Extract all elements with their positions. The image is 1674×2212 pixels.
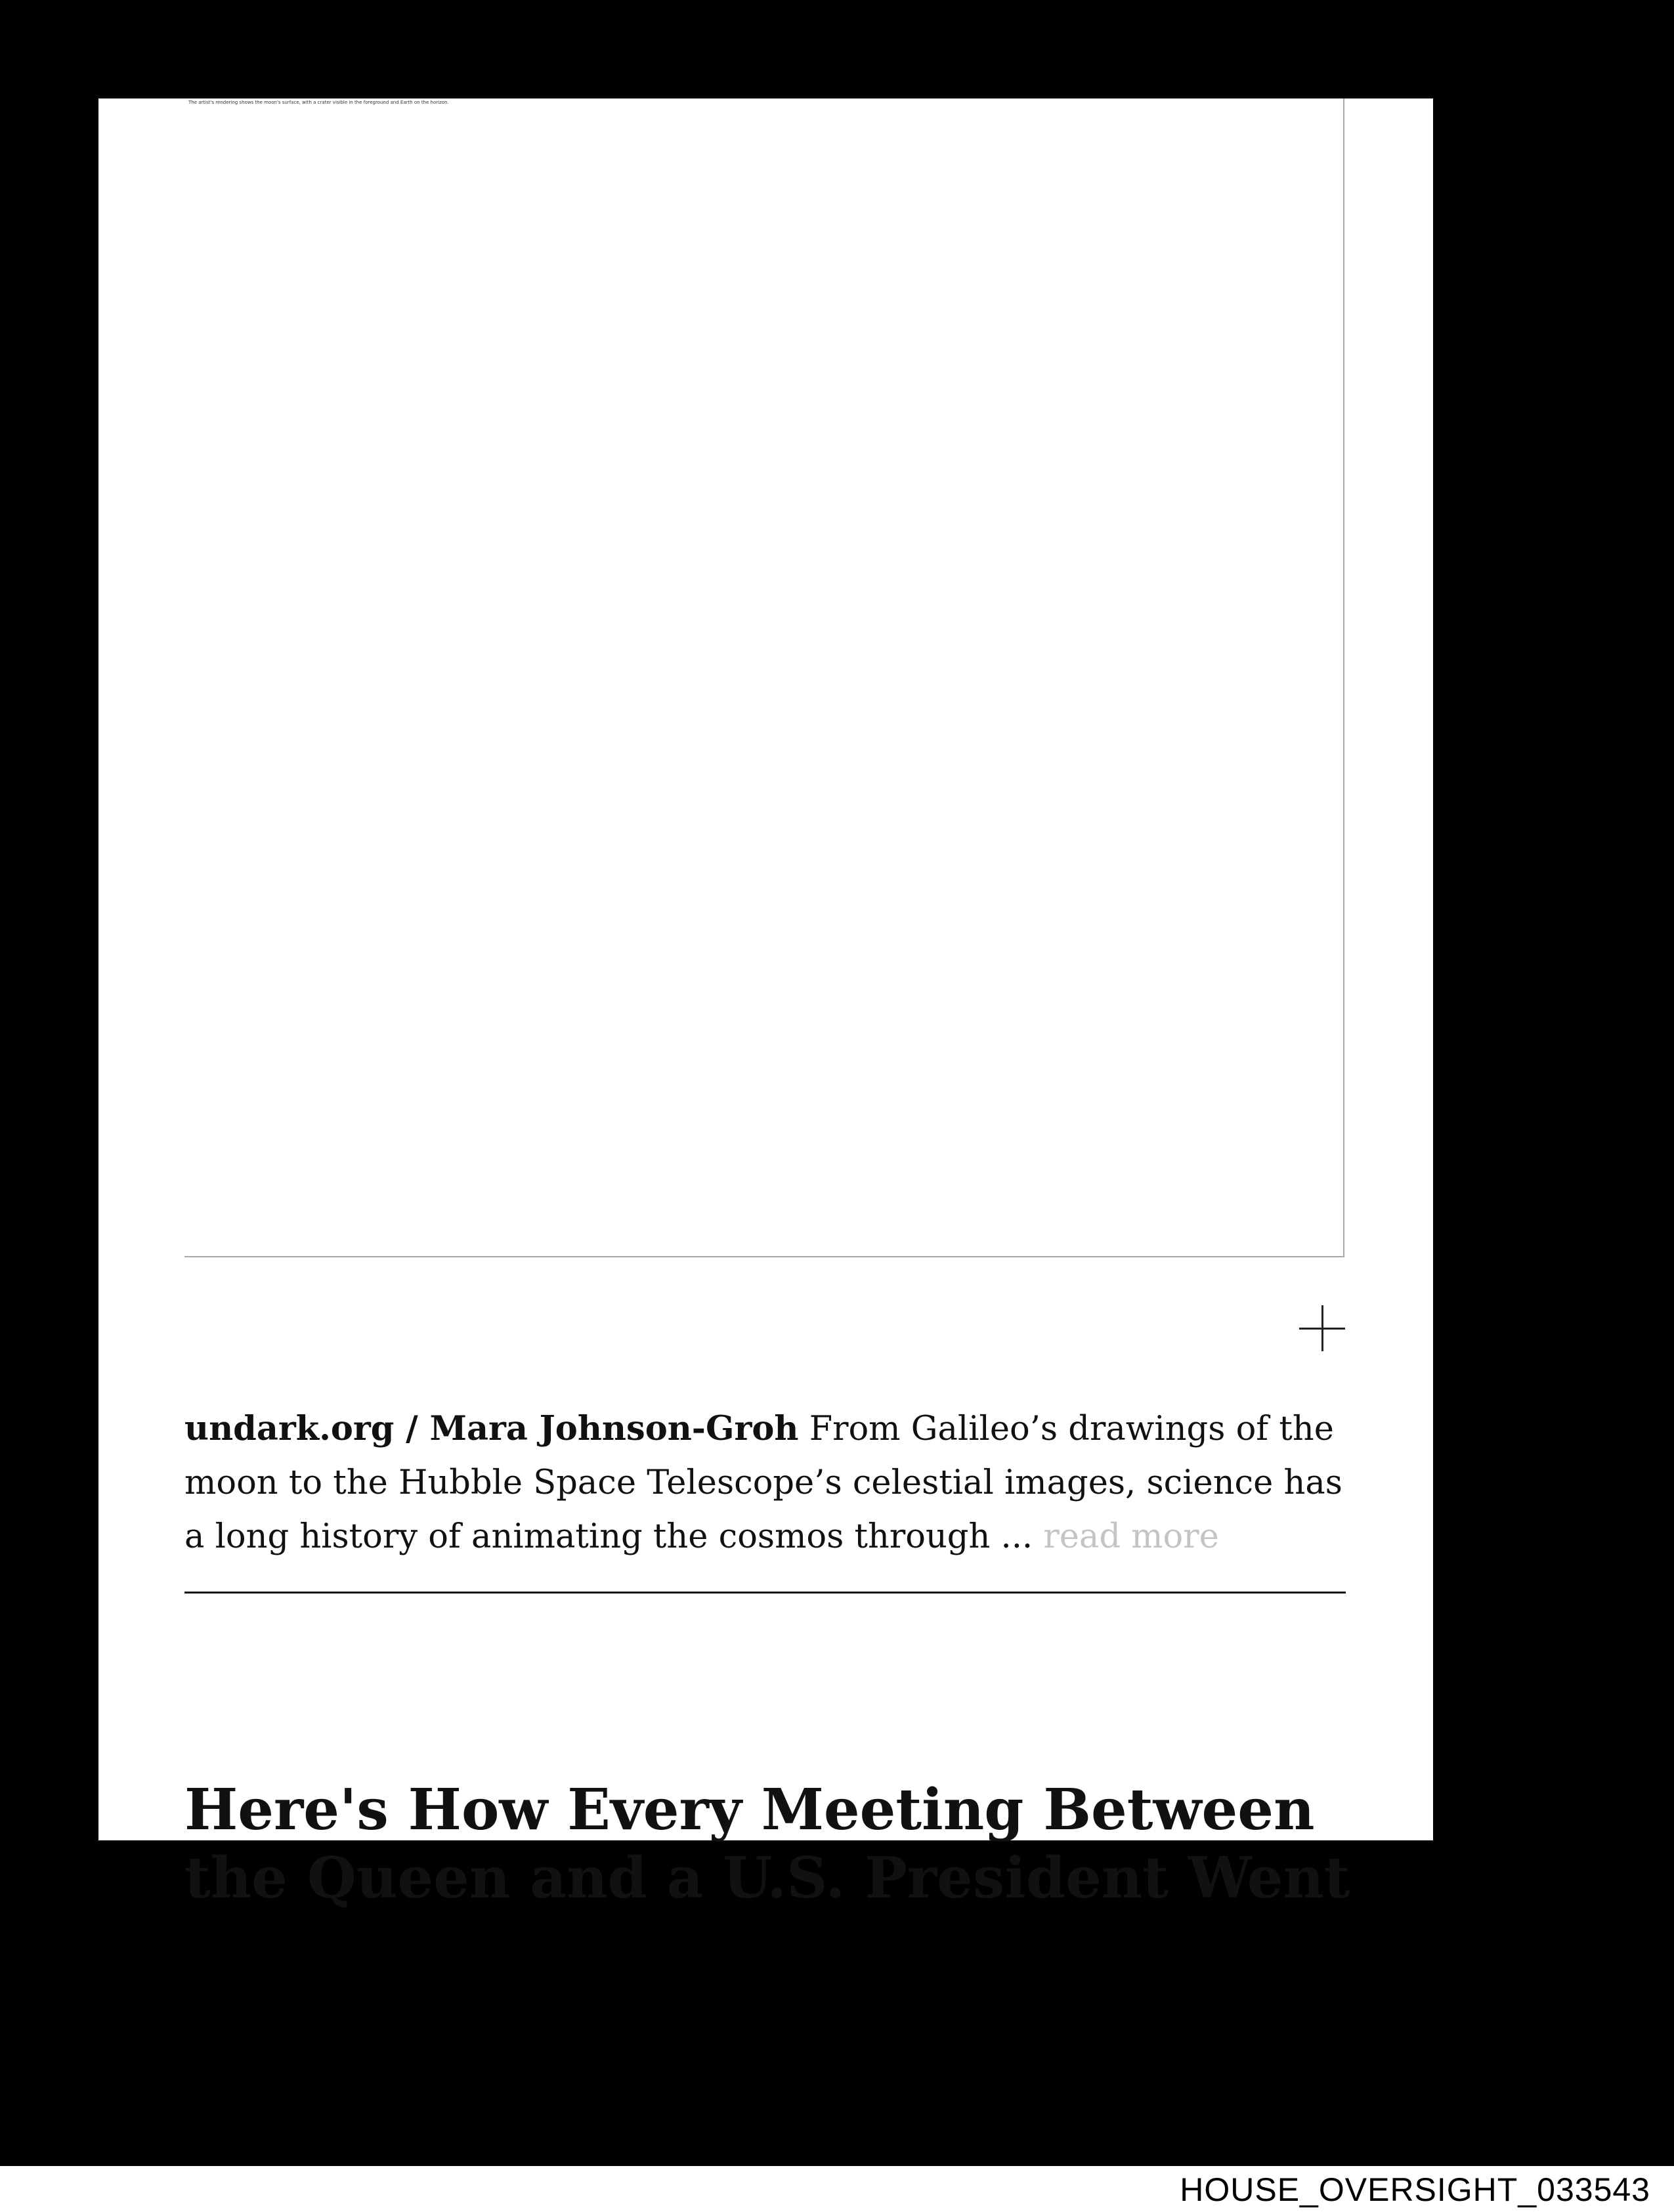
read-more-link[interactable]: read more	[1043, 1517, 1219, 1556]
bates-number: HOUSE_OVERSIGHT_033543	[1180, 2171, 1650, 2208]
page-card	[98, 98, 1433, 1911]
excerpt-text: From Galileo’s drawings of the moon to the Hubble Space Telescope’s celestial images, science has a long history of animating the cosmos through ...	[184, 1410, 1342, 1556]
article-image-frame	[184, 98, 1344, 1257]
bates-stamp	[0, 2166, 1674, 2212]
excerpt-source: undark.org / Mara Johnson-Groh	[184, 1409, 799, 1448]
article-excerpt	[184, 1402, 1353, 1564]
section-divider	[184, 1592, 1346, 1594]
next-article-headline[interactable]: Here's How Every Meeting Between the Queen and a U.S. President Went	[184, 1777, 1350, 1911]
image-caption: The artist's rendering shows the moon's surface, with a crater visible in the foreground and Earth on the horizon.	[188, 100, 449, 105]
plus-icon[interactable]	[1299, 1305, 1345, 1351]
